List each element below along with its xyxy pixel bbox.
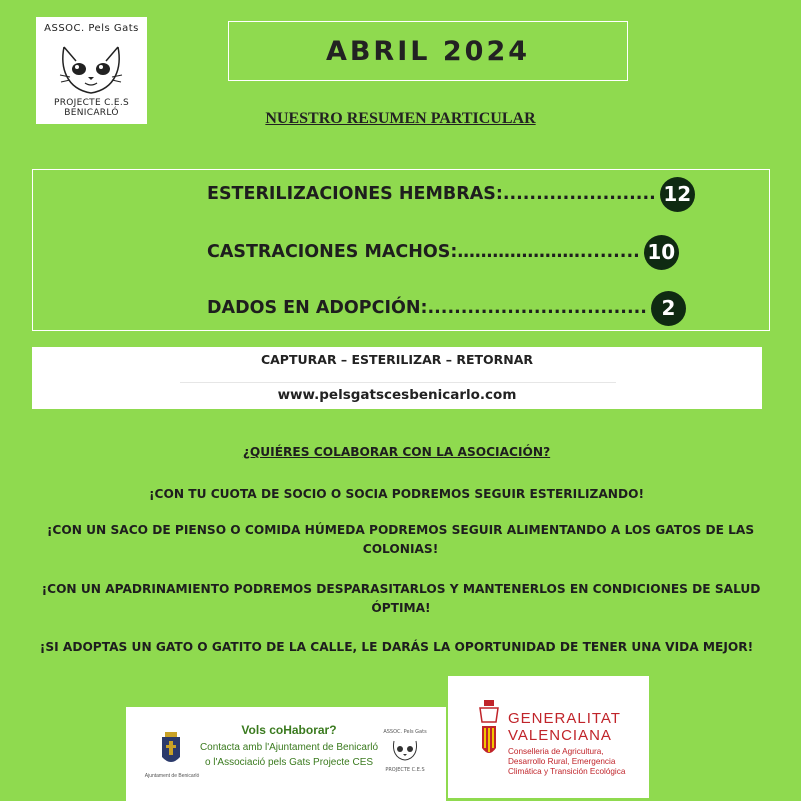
generalitat-card (448, 676, 649, 798)
month-title: ABRIL 2024 (325, 35, 531, 67)
website-link[interactable]: www.pelsgatscesbenicarlo.com (277, 387, 517, 403)
collaborate-item: ¡SI ADOPTAS UN GATO O GATITO DE LA CALLE, LE DARÁS LA OPORTUNIDAD DE TENER UNA VIDA MEJOR! (39, 640, 754, 654)
cat-face-icon (58, 39, 124, 99)
town-hall-caption: Ajuntament de Benicarló (144, 773, 200, 779)
association-logo (36, 17, 147, 124)
stat-leader-dots: …………………......... (457, 242, 640, 262)
stat-row-adoptions (207, 291, 686, 325)
department-line: Climática y Transición Ecológica (508, 767, 626, 776)
logo-top-text: ASSOC. Pels Gats (44, 23, 139, 34)
banner-divider (180, 382, 616, 383)
contact-card-line: Contacta amb l'Ajuntament de Benicarló (199, 742, 379, 753)
stat-leader-dots: ....................... (502, 184, 656, 204)
stat-count-badge: 10 (644, 235, 679, 270)
month-title-box (228, 21, 628, 81)
collaborate-question: ¿QUIÉRES COLABORAR CON LA ASOCIACIÓN? (242, 445, 551, 459)
stat-row-female-sterilizations (207, 177, 695, 211)
generalitat-crest-icon (476, 698, 502, 768)
mini-logo-bottom-text: PROJECTE C.E.S (385, 767, 425, 773)
stat-count-badge: 2 (651, 291, 686, 326)
motto-text: CAPTURAR – ESTERILIZAR – RETORNAR (260, 352, 534, 367)
contact-card-line: o l'Associació pels Gats Projecte CES (204, 757, 374, 768)
cat-face-icon (392, 739, 418, 761)
department-line: Desarrollo Rural, Emergencia (508, 757, 616, 766)
logo-bottom-text: PROJECTE C.E.S BENICARLÓ (53, 98, 130, 118)
summary-subtitle: NUESTRO RESUMEN PARTICULAR (265, 110, 536, 127)
stat-leader-dots: ................................. (427, 298, 647, 318)
benicarlo-crest-icon (160, 731, 182, 769)
generalitat-name-line1: GENERALITAT (508, 710, 621, 727)
mini-logo-top-text: ASSOC. Pels Gats (383, 729, 427, 735)
collaborate-item: ¡CON TU CUOTA DE SOCIO O SOCIA PODREMOS SEGUIR ESTERILIZANDO! (148, 487, 645, 501)
stat-label: ESTERILIZACIONES HEMBRAS: (207, 184, 503, 204)
collaborate-item: ¡CON UN APADRINAMIENTO PODREMOS DESPARASITARLOS Y MANTENERLOS EN CONDICIONES DE SALUD ÓPTIMA! (41, 582, 761, 615)
stat-label: DADOS EN ADOPCIÓN: (207, 298, 428, 318)
contact-card-title: Vols coHaborar? (241, 723, 337, 737)
department-line: Conselleria de Agricultura, (508, 747, 604, 756)
stat-row-male-castrations (207, 235, 679, 269)
generalitat-name-line2: VALENCIANA (508, 727, 612, 744)
stat-label: CASTRACIONES MACHOS: (207, 242, 458, 262)
contact-card (126, 707, 446, 801)
collaborate-item: ¡CON UN SACO DE PIENSO O COMIDA HÚMEDA PODREMOS SEGUIR ALIMENTANDO A LOS GATOS DE LAS COLONIAS! (46, 523, 755, 556)
motto-banner (32, 347, 762, 409)
stat-count-badge: 12 (660, 177, 695, 212)
